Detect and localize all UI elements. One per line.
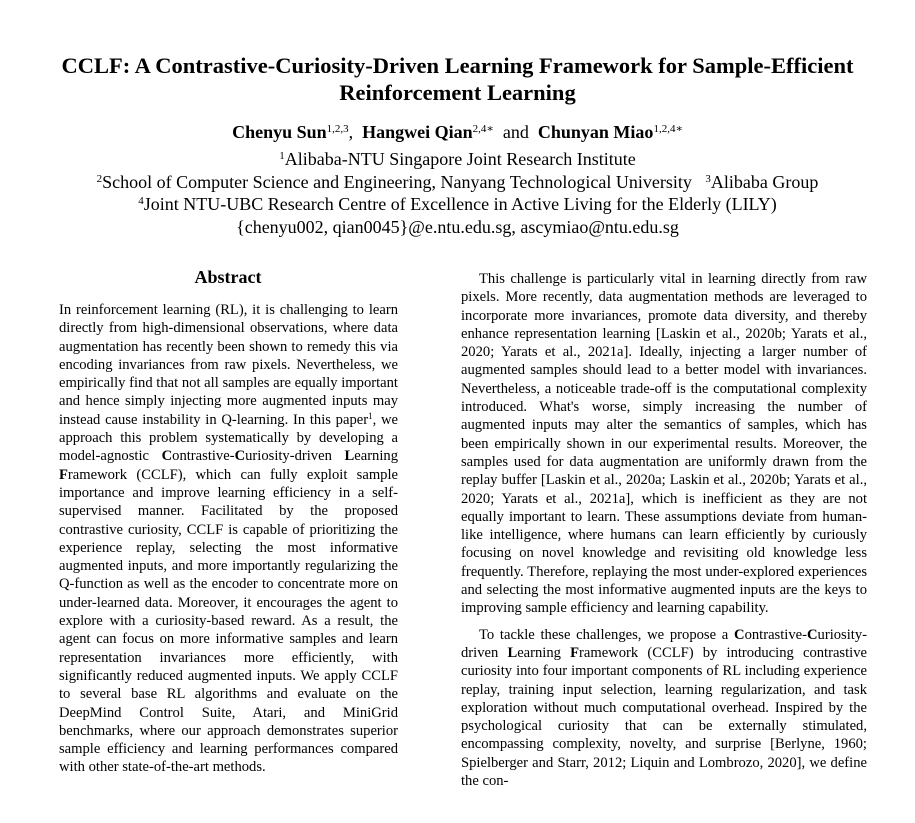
author-affil-mark: 2,4∗ — [472, 123, 494, 135]
author-affil-mark: 1,2,4∗ — [653, 123, 683, 135]
affil-text: School of Computer Science and Engineering, Nanyang Technological University — [102, 172, 692, 192]
author-affil-mark: 1,2,3 — [326, 123, 349, 135]
footnote-mark: 1 — [368, 410, 373, 421]
abstract-text: , we approach this problem systematically by developing a model-agnostic — [59, 411, 398, 465]
body-paragraph: This challenge is particularly vital in learning directly from raw pixels. More recently, data augmentation methods are leveraged to incorporate more invariances, promote data diversity, and thereby enhance representation learning [Laskin et al., 2020b; Yarats et al., 2020; Yarats et al., 2021a]. Ideally, injecting a larger number of augmented samples should lead to a better model with invariances. Nevertheless, a noticeable trade-off is the computational complexity introduced. What's worse, simply increasing the number of augmented inputs may alter the semantics of samples, which has been empirically shown in our experimental results. Moreover, the samples used for data augmentation are uniformly drawn from the replay buffer [Laskin et al., 2020a; Laskin et al., 2020b; Yarats et al., 2020; Yarats et al., 2021a], which is inefficient as they are not equally important to learn. These assumptions deviate from human-like intelligence, where humans can learn efficiently by curiously focusing on novel knowledge and revisiting old knowledge less frequently. Therefore, replaying the most under-explored experiences and selecting the most informative augmented inputs are the keys to improving sample efficiency and learning capability. — [461, 271, 867, 617]
author-list — [0, 120, 915, 144]
abstract-text: earning — [354, 448, 398, 465]
acronym-letter: C — [734, 626, 745, 643]
body-text: ontrastive- — [744, 626, 807, 643]
author-separator: , — [348, 122, 354, 142]
acronym-letter: C — [806, 626, 818, 643]
affil-text: Alibaba Group — [710, 172, 819, 192]
author-and: and — [502, 122, 529, 142]
body-text: To tackle these challenges, we propose a — [479, 626, 735, 643]
affil-number: 1 — [279, 150, 285, 162]
affil-text: Alibaba-NTU Singapore Joint Research Institute — [284, 149, 636, 169]
affiliation-line-2 — [0, 171, 915, 193]
acronym-letter: F — [570, 644, 580, 661]
affil-text: Joint NTU-UBC Research Centre of Excellence in Active Living for the Elderly (LILY) — [143, 194, 777, 214]
body-paragraph — [461, 626, 867, 791]
abstract-paragraph — [59, 301, 398, 777]
paper-title — [0, 52, 915, 106]
author-emails: {chenyu002, qian0045}@e.ntu.edu.sg, ascymiao@ntu.edu.sg — [236, 217, 679, 237]
affiliation-line-3 — [0, 193, 915, 215]
paper-title-line-1: CCLF: A Contrastive-Curiosity-Driven Learning Framework for Sample-Efficient — [61, 53, 854, 78]
abstract-text: In reinforcement learning (RL), it is challenging to learn directly from high-dimensional observations, where data augmentation has recently been shown to remedy this via encoding invariances from raw pixels. Nevertheless, we empirically find that not all samples are equally important and hence simply injecting more augmented inputs may instead cause instability in Q-learning. In this paper — [59, 302, 398, 428]
abstract-text: ontrastive- — [172, 448, 235, 465]
abstract-heading: Abstract — [194, 267, 262, 287]
body-text: uriosity-driven — [461, 626, 867, 661]
acronym-letter: C — [234, 448, 246, 465]
body-text: ramework (CCLF) by introducing contrastive curiosity into four important components of RL including experience replay, training input selection, learning regularization, and task exploration without much computational overhead. Inspired by the psychological curiosity that can be externally stimulated, encompassing complexity, novelty, and surprise [Berlyne, 1960; Spielberger and Starr, 2012; Liquin and Lombrozo, 2020], we define the con- — [461, 644, 867, 790]
acronym-letter: L — [344, 448, 355, 465]
paper-title-line-2: Reinforcement Learning — [339, 80, 576, 105]
body-column-right — [461, 270, 867, 790]
abstract-text: ramework (CCLF), which can fully exploit sample importance and improve learning efficiency in a self-supervised manner. Facilitated by the proposed contrastive curiosity, CCLF is capable of prioritizing the experience replay, selecting the most informative augmented inputs, and more importantly regularizing the Q-function as well as the encoder to concentrate more on under-learned data. Moreover, it encourages the agent to explore with a curiosity-based reward. As a result, the agent can focus on more informative samples and learn representation invariances more efficiently, with significantly reduced augmented inputs. We apply CCLF to several base RL algorithms and evaluate on the DeepMind Control Suite, Atari, and MiniGrid benchmarks, where our approach demonstrates superior sample efficiency and learning performances compared with other state-of-the-art methods. — [59, 466, 398, 776]
acronym-letter: L — [507, 644, 518, 661]
affil-number: 2 — [96, 173, 103, 185]
affiliation-line-1 — [0, 148, 915, 170]
affil-number: 3 — [705, 173, 711, 185]
abstract-text: uriosity-driven — [245, 448, 345, 465]
abstract-body — [59, 301, 398, 777]
acronym-letter: C — [161, 448, 173, 465]
author-name: Chunyan Miao — [537, 122, 654, 142]
author-name: Chenyu Sun — [232, 122, 327, 142]
author-name: Hangwei Qian — [362, 122, 473, 142]
affil-number: 4 — [138, 195, 144, 207]
acronym-letter: F — [59, 466, 68, 483]
body-text: earning — [517, 644, 571, 661]
